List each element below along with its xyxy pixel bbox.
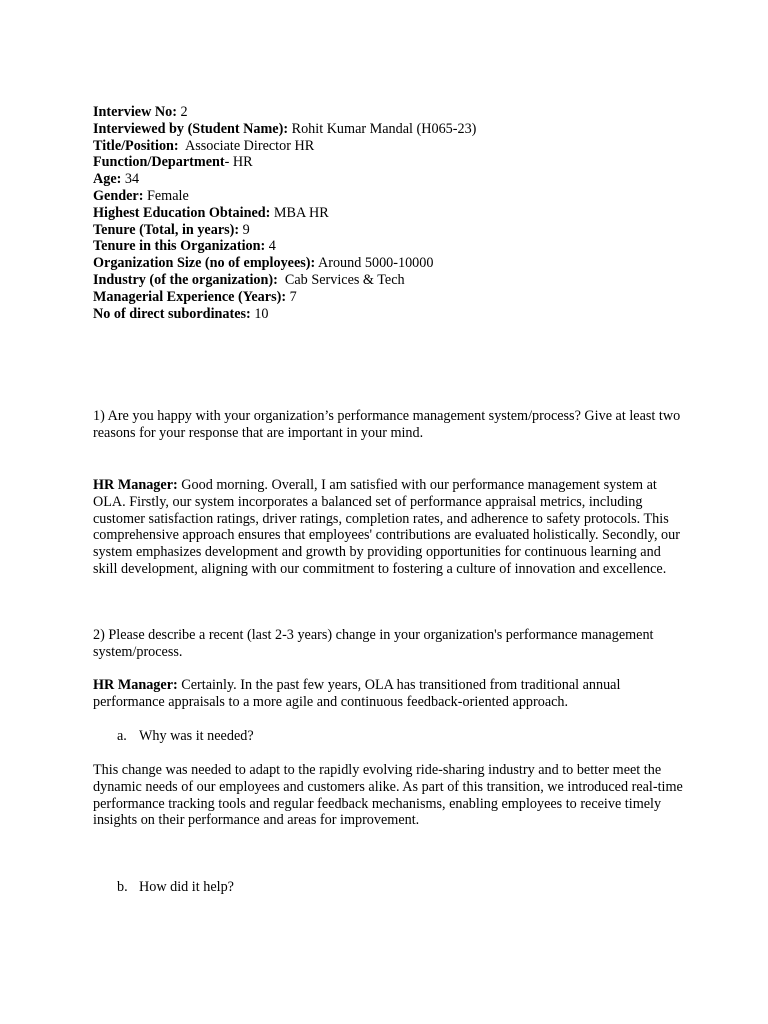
sub-question-a-text: Why was it needed?	[139, 728, 254, 744]
speaker-label: HR Manager:	[93, 677, 178, 693]
answer-1-text: Good morning. Overall, I am satisfied with our performance management system at OLA. Firstly, our system incorporates a balanced set of performance appraisal metrics, including customer satisfaction ratings, driver ratings, completion rates, and adherence to safety protocols. This comprehensive approach ensures that employees' contributions are evaluated holistically. Secondly, our system emphasizes development and growth by providing opportunities for continuous learning and skill development, aligning with our commitment to fostering a culture of innovation and excellence.	[93, 477, 680, 577]
sub-question-a-label: a.	[117, 728, 127, 744]
sub-question-b	[117, 879, 707, 896]
meta-row-interviewer: Interviewed by (Student Name): Rohit Kumar Mandal (H065-23)	[93, 120, 477, 137]
meta-row-department: Function/Department- HR	[93, 154, 253, 171]
question-2: 2) Please describe a recent (last 2-3 years) change in your organization's performance management system/process.	[93, 627, 654, 660]
meta-row-org-size: Organization Size (no of employees): Around 5000-10000	[93, 255, 434, 272]
meta-row-tenure-total: Tenure (Total, in years): 9	[93, 221, 250, 238]
interview-metadata	[93, 104, 683, 322]
meta-row-managerial-experience: Managerial Experience (Years): 7	[93, 288, 297, 305]
meta-row-title: Title/Position: Associate Director HR	[93, 137, 315, 154]
meta-row-age: Age: 34	[93, 171, 140, 188]
meta-row-tenure-org: Tenure in this Organization: 4	[93, 238, 276, 255]
meta-row-subordinates: No of direct subordinates: 10	[93, 305, 269, 322]
meta-row-industry: Industry (of the organization): Cab Services & Tech	[93, 271, 405, 288]
why-answer: This change was needed to adapt to the rapidly evolving ride-sharing industry and to better meet the dynamic needs of our employees and customers alike. As part of this transition, we introduced real-time performance tracking tools and regular feedback mechanisms, enabling employees to receive timely insights on their performance and areas for improvement.	[93, 762, 683, 829]
answer-1	[93, 477, 683, 578]
meta-row-education: Highest Education Obtained: MBA HR	[93, 204, 329, 221]
meta-row-interview-no: Interview No: 2	[93, 104, 188, 120]
answer-2	[93, 677, 683, 711]
answer-2-text: Certainly. In the past few years, OLA has transitioned from traditional annual performance appraisals to a more agile and continuous feedback-oriented approach.	[93, 677, 621, 710]
question-1: 1) Are you happy with your organization’s performance management system/process? Give at least two reasons for your response that are important in your mind.	[93, 408, 681, 441]
speaker-label: HR Manager:	[93, 477, 178, 493]
sub-question-b-text: How did it help?	[139, 879, 234, 895]
meta-row-gender: Gender: Female	[93, 187, 189, 204]
sub-question-a	[117, 728, 707, 745]
sub-question-b-label: b.	[117, 879, 128, 895]
